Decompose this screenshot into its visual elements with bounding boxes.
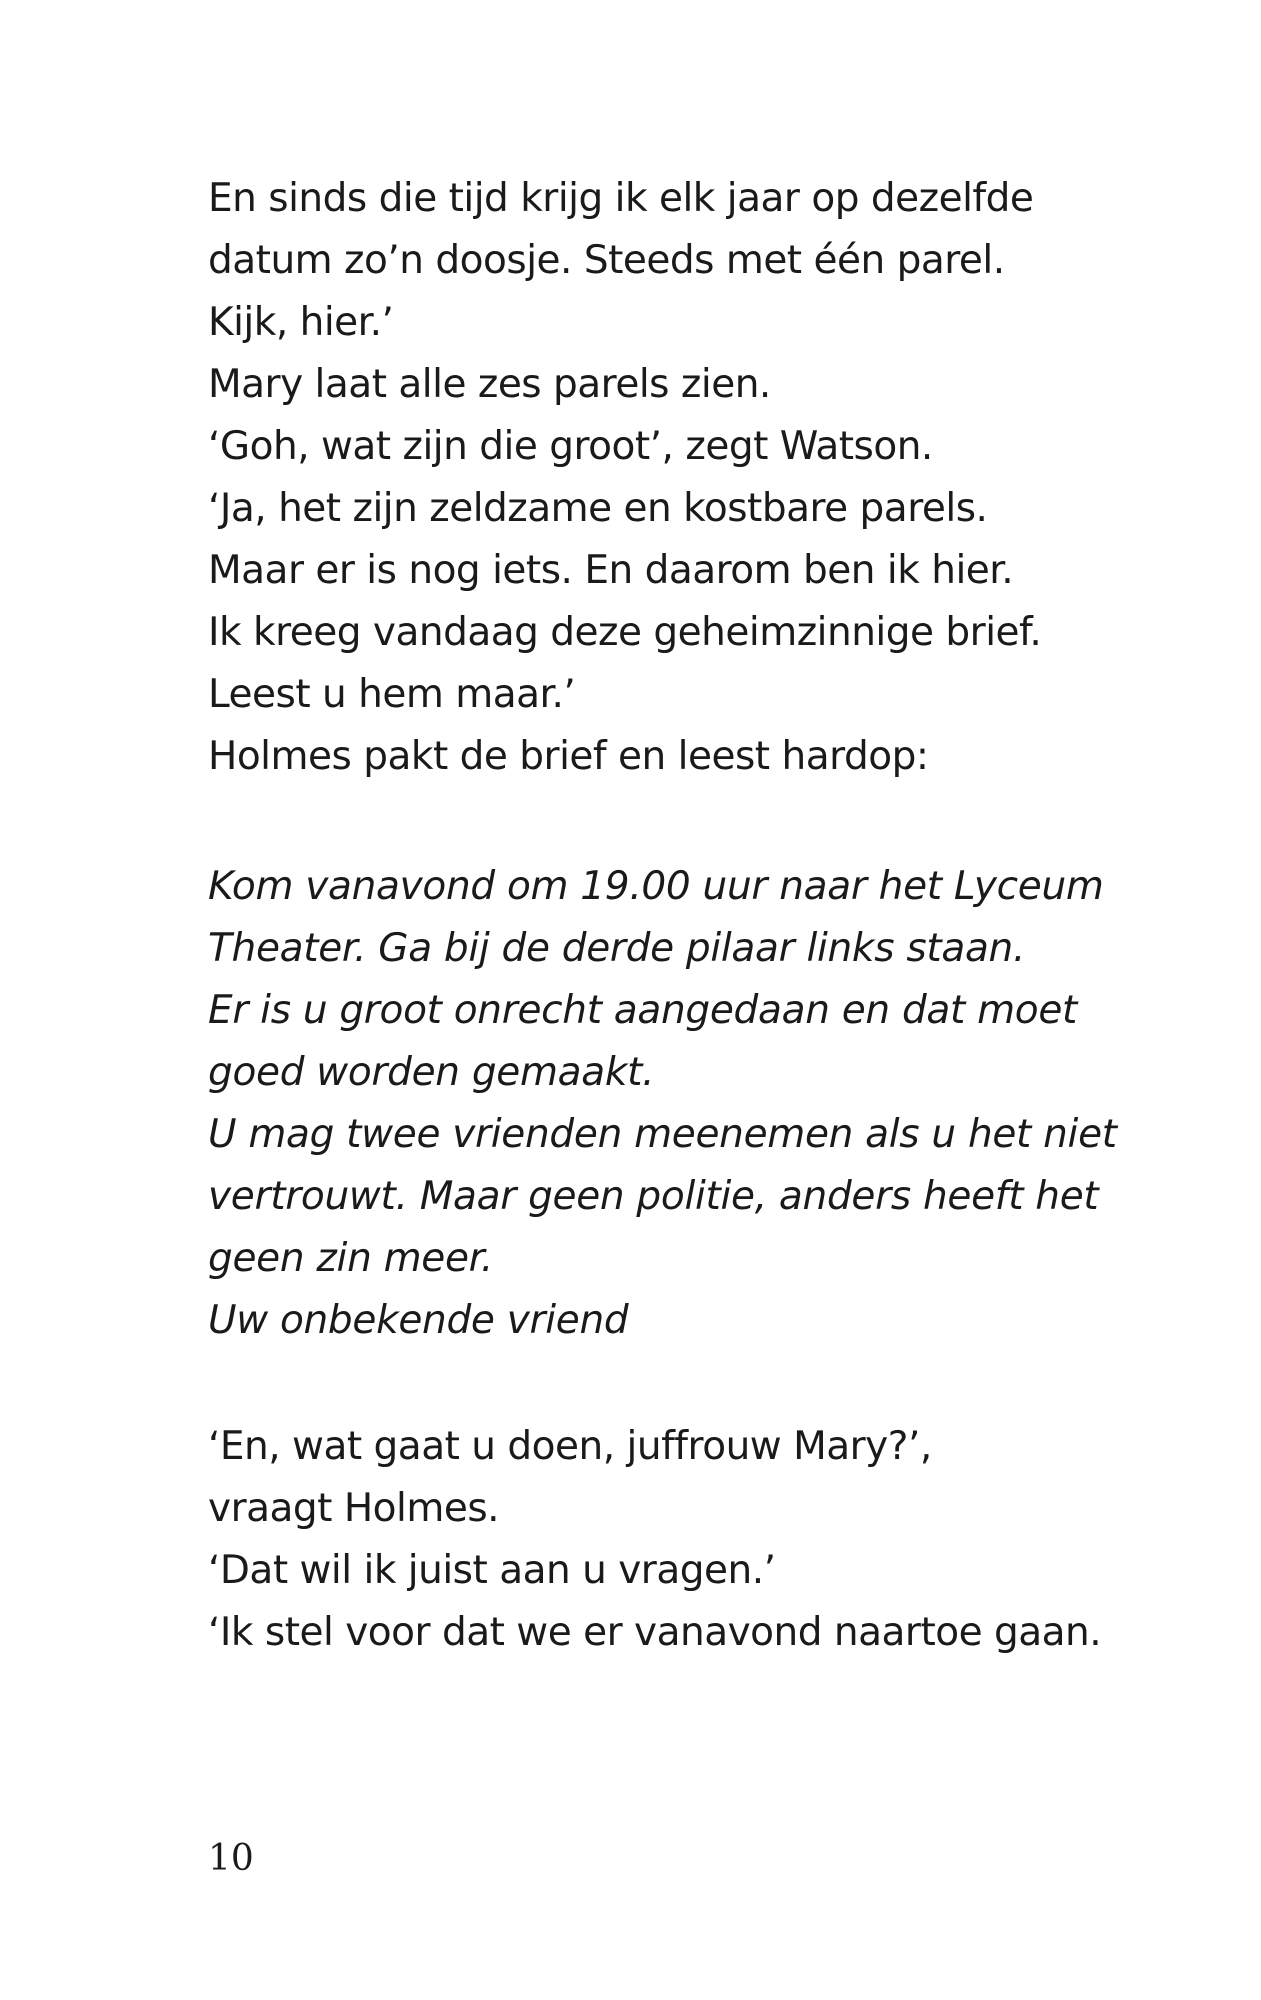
text-line: vraagt Holmes. <box>208 1486 500 1531</box>
letter-line: Kom vanavond om 19.00 uur naar het Lyceum <box>208 864 1104 909</box>
letter-line: geen zin meer. <box>208 1236 493 1281</box>
text-line: ‘Ja, het zijn zeldzame en kostbare parels. <box>208 486 988 531</box>
text-line: datum zo’n doosje. Steeds met één parel. <box>208 238 1005 283</box>
text-line: ‘Dat wil ik juist aan u vragen.’ <box>208 1548 776 1593</box>
body-paragraph-2 <box>208 1416 1208 1664</box>
body-paragraph-1 <box>208 168 1208 788</box>
text-line: ‘En, wat gaat u doen, juffrouw Mary?’, <box>208 1424 932 1469</box>
text-line: Holmes pakt de brief en leest hardop: <box>208 734 929 779</box>
text-line: En sinds die tijd krijg ik elk jaar op dezelfde <box>208 176 1034 221</box>
text-line: Mary laat alle zes parels zien. <box>208 362 771 407</box>
text-line: Maar er is nog iets. En daarom ben ik hier. <box>208 548 1014 593</box>
letter-line: goed worden gemaakt. <box>208 1050 655 1095</box>
text-line: ‘Goh, wat zijn die groot’, zegt Watson. <box>208 424 933 469</box>
page-number: 10 <box>208 1838 254 1879</box>
letter-line: Er is u groot onrecht aangedaan en dat moet <box>208 988 1078 1033</box>
text-line: Leest u hem maar.’ <box>208 672 576 717</box>
letter-line: Theater. Ga bij de derde pilaar links staan. <box>208 926 1026 971</box>
text-line: Ik kreeg vandaag deze geheimzinnige brief. <box>208 610 1042 655</box>
letter-signature: Uw onbekende vriend <box>208 1298 629 1343</box>
letter-line: U mag twee vrienden meenemen als u het niet <box>208 1112 1117 1157</box>
text-line: ‘Ik stel voor dat we er vanavond naartoe gaan. <box>208 1610 1102 1655</box>
text-line: Kijk, hier.’ <box>208 300 394 345</box>
letter-line: vertrouwt. Maar geen politie, anders heeft het <box>208 1174 1099 1219</box>
letter-text <box>208 856 1208 1352</box>
